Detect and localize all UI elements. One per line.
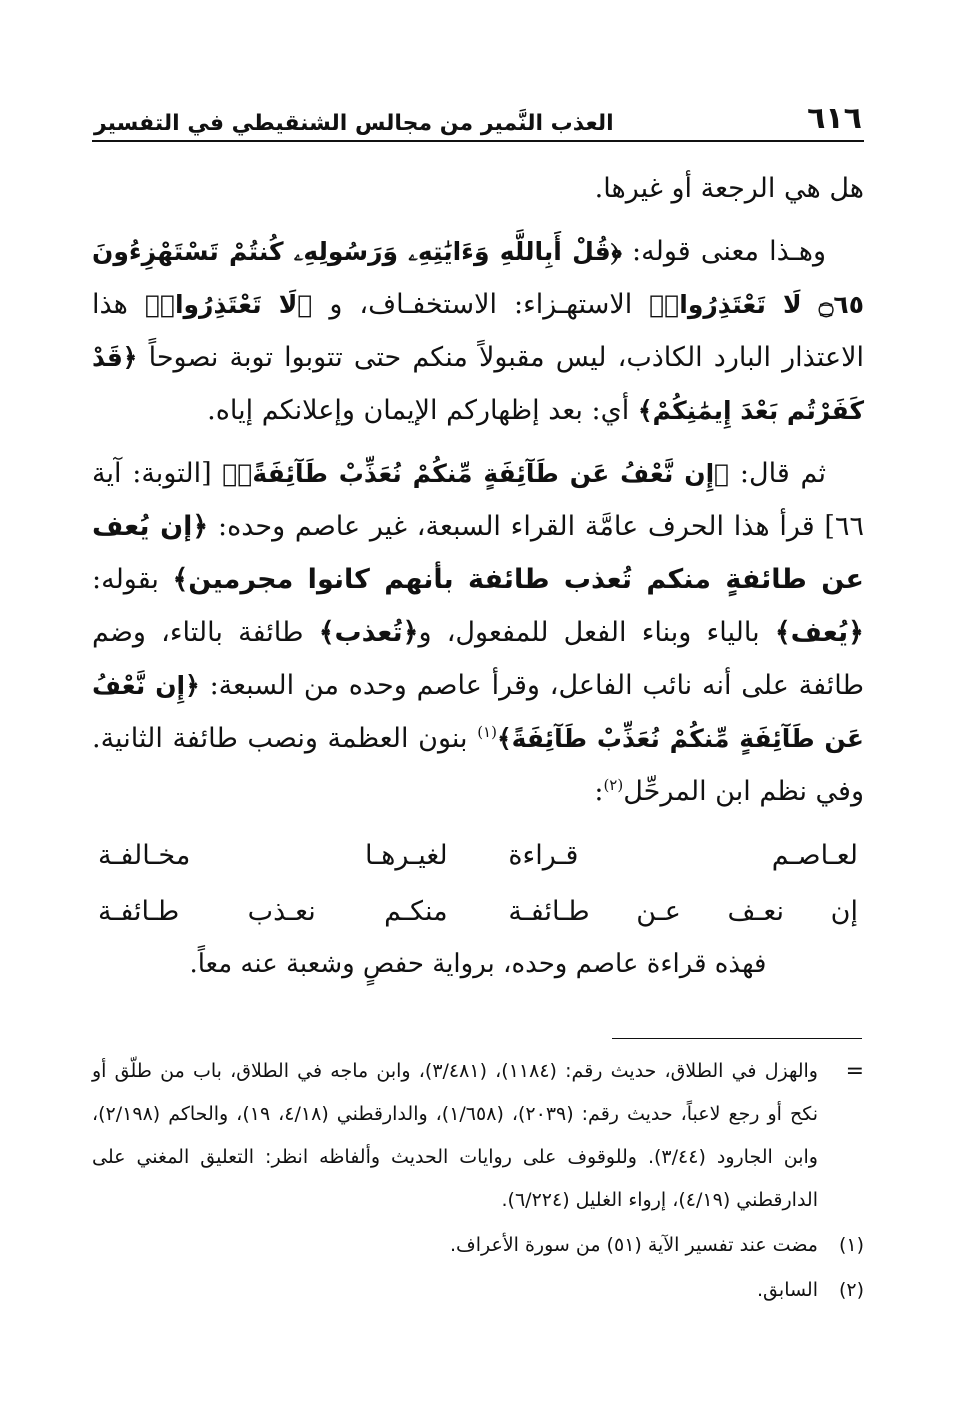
p2-text-b: الاستهـزاء: الاستخفـاف، و [329,289,633,320]
footnote-continuation-text: والهزل في الطلاق، حديث رقم: (١١٨٤)، (٣/٤٨١)، وابن ماجه في الطلاق، باب من طلّق أو نكح أو رجع لاعباً، حديث رقم: (٢٠٣٩)، (١/٦٥٨)، والدارقطني (٤/١٨، ١٩)، والحاكم (٢/١٩٨)، وابن الجارود (٣/٤٤). وللوقوف على روايات الحديث وألفاظه انظر: التعليق المغني على الدارقطني (٤/١٩)، إرواء الغليل (٦/٢٢٤). [92,1060,818,1211]
book-page [92,92,864,1392]
poem-hemistich-second: لغيـرهـا مخـالفـة [98,840,448,871]
p3-text-a: ثم قال: [739,458,826,489]
footnote-text: مضت عند تفسير الآية (٥١) من سورة الأعراف. [449,1234,818,1256]
p3-text-c: بقوله: [92,564,159,595]
quran-verse: ﴿لَا تَعْتَذِرُوا۟﴾ [144,290,313,319]
footnote-number: (١) [838,1234,864,1256]
p3-text-d: بالياء وبناء الفعل للمفعول، و [418,617,760,648]
poem-hemistich-first: لعـاصـم قـراءة [508,840,858,871]
quran-verse: ﴿إِن نَّعْفُ عَن طَآئِفَةٍ مِّنكُمْ نُعَذِّبْ طَآئِفَةًۢ﴾ [222,459,730,488]
poem [92,828,864,940]
paragraph-1: هل هي الرجعة أو غيرها. [594,173,864,204]
footnote-item [92,1269,864,1312]
variant-word: ﴿تُعذب﴾ [318,617,419,648]
closing-line: فهذه قراءة عاصم وحده، برواية حفصٍ وشعبة عنه معاً. [189,949,767,979]
running-title: العذب النَّمير من مجالس الشنقيطي في التفسير [94,111,614,136]
footnote-ref-1[interactable]: (١) [477,723,497,741]
p3-text-b: [التوبة: آية ٦٦] قرأ هذا الحرف عامَّة القراء السبعة، غير عاصم وحده: [92,458,864,542]
running-header [92,92,864,142]
poem-hemistich-second: منكـم نعـذب طـائفـة [98,896,448,927]
footnote-text: السابق. [757,1279,818,1301]
variant-reading: ﴿إن يُعف عن طائفةٍ منكم تُعذب طائفة بأنهم كانوا مجرمين﴾ [92,511,864,595]
page-number: ٦١٦ [807,101,862,136]
quran-verse: ﴿قُلْ أَبِاللَّهِ وَءَايَٰتِهِۦ وَرَسُولِهِۦ كُنتُمْ تَسْتَهْزِءُونَ ۝٦٥ لَا تَعْتَذِرُوا۟﴾ [92,237,864,319]
footnote-continuation [92,1050,864,1222]
paragraph-2 [92,225,864,437]
poem-hemistich-first: إن نعـف عـن طـائفـة [508,896,858,927]
footnote-ref-2[interactable]: (٢) [603,776,624,794]
p3-text-g: : [594,776,604,807]
continuation-marker: = [845,1059,864,1084]
variant-word: ﴿يُعف﴾ [774,617,864,648]
footnote-number: (٢) [838,1279,864,1301]
p2-text-c: هذا الاعتذار البارد الكاذب، ليس مقبولاً منكم حتى تتوبوا توبة نصوحاً [92,289,864,373]
paragraph-3 [92,447,864,818]
footnote-divider [612,1038,862,1039]
poem-line [92,828,864,884]
footnotes [92,1050,864,1312]
footnote-item [92,1224,864,1267]
quran-verse: ﴿إِن نَّعْفُ عَن طَآئِفَةٍ مِّنكُمْ نُعَذِّبْ طَآئِفَةً﴾ [92,671,864,753]
main-text [92,162,864,988]
p2-text-d: أي: بعد إظهاركم الإيمان وإعلانكم إياه. [207,395,630,426]
p2-text-a: وهـذا معنى قوله: [632,236,826,267]
p3-text-e: طائفة بالتاء، وضم طائفة على أنه نائب الفاعل، وقرأ عاصم وحده من السبعة: [92,617,864,701]
p3-text-f: بنون العظمة ونصب طائفة الثانية. وفي نظم ابن المرحِّل [92,723,864,807]
quran-verse: ﴿قَدْ كَفَرْتُم بَعْدَ إِيمَٰنِكُمْ﴾ [92,343,864,425]
poem-line [92,884,864,940]
